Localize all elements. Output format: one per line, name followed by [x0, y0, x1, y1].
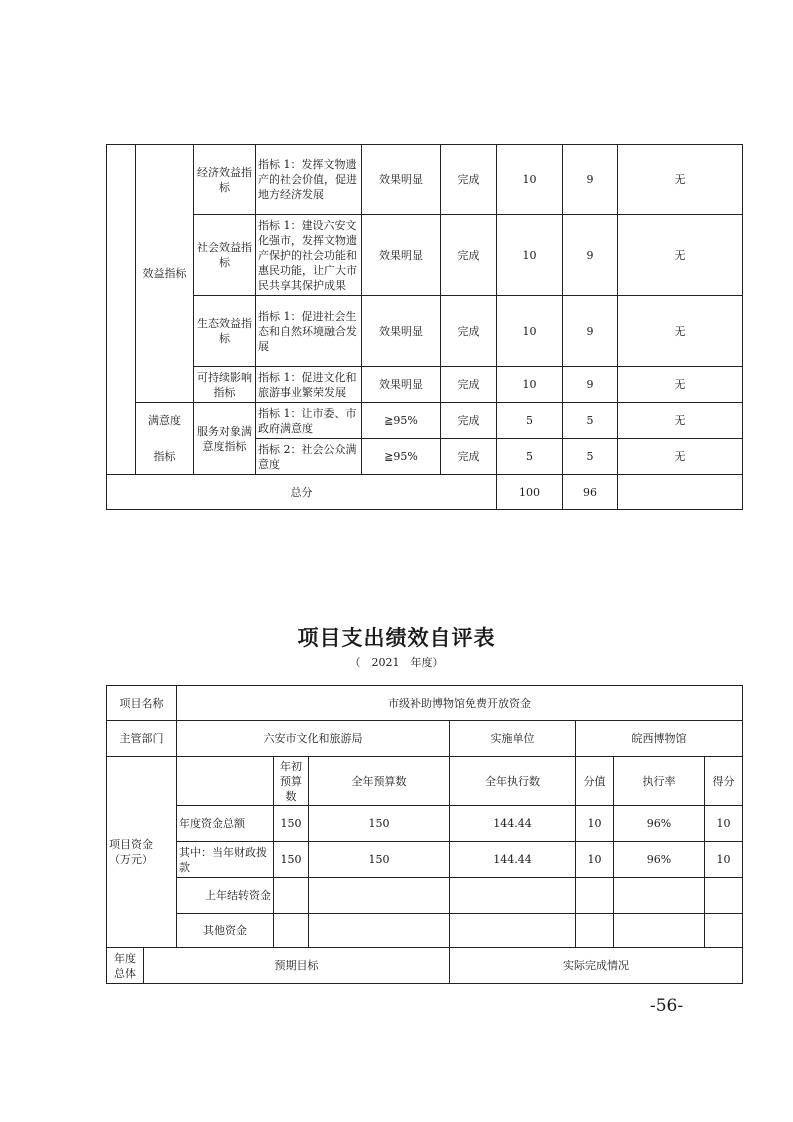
reason-cell: 无: [618, 403, 743, 439]
table-row: [107, 686, 743, 721]
actual-cell: 完成: [441, 215, 497, 296]
initial-cell: 150: [274, 806, 309, 842]
score-cell: 9: [563, 367, 618, 403]
project-name-value: 市级补助博物馆免费开放资金: [177, 686, 743, 721]
score-cell: 5: [563, 403, 618, 439]
actual-cell: 完成: [441, 296, 497, 367]
goal-expected: 预期目标: [144, 948, 450, 984]
target-cell: 效果明显: [362, 145, 441, 215]
table-row: [107, 757, 743, 806]
executed-cell: [450, 878, 576, 914]
score-cell: 10: [705, 842, 743, 878]
table-row: [107, 145, 743, 215]
total-weight: 100: [497, 475, 563, 510]
annual-cell: 150: [309, 806, 450, 842]
score-cell: 5: [563, 439, 618, 475]
initial-cell: 150: [274, 842, 309, 878]
fund-row-label: 上年结转资金: [177, 878, 274, 914]
unit-label: 实施单位: [450, 721, 576, 757]
fund-row-label: 其中：当年财政拨款: [177, 842, 274, 878]
fund-row-label: 其他资金: [177, 914, 274, 948]
header-weight: 分值: [576, 757, 614, 806]
subcategory-cell: 经济效益指标: [194, 145, 256, 215]
subcategory-cell: 社会效益指标: [194, 215, 256, 296]
reason-cell: 无: [618, 296, 743, 367]
weight-cell: 10: [497, 367, 563, 403]
annual-cell: [309, 914, 450, 948]
category-cell: 指标: [136, 439, 194, 475]
reason-cell: 无: [618, 215, 743, 296]
category-cell: 满意度: [136, 403, 194, 439]
header-score: 得分: [705, 757, 743, 806]
actual-cell: 完成: [441, 439, 497, 475]
header-initial-budget: 年初预算数: [274, 757, 309, 806]
score-cell: 9: [563, 215, 618, 296]
table-row: [107, 296, 743, 367]
target-cell: ≧95%: [362, 439, 441, 475]
table-row: [107, 403, 743, 439]
score-cell: [705, 914, 743, 948]
header-annual-budget: 全年预算数: [309, 757, 450, 806]
table-row: [107, 215, 743, 296]
category-cell: 效益指标: [136, 145, 194, 403]
blank-cell: [177, 757, 274, 806]
rate-cell: [614, 878, 705, 914]
weight-cell: 5: [497, 403, 563, 439]
table-row: [107, 721, 743, 757]
blank-cell: [107, 145, 136, 475]
funds-label: 项目资金（万元）: [107, 757, 177, 948]
reason-cell: 无: [618, 367, 743, 403]
score-cell: 9: [563, 296, 618, 367]
rate-cell: 96%: [614, 842, 705, 878]
year-subtitle: （ 2021 年度）: [349, 656, 444, 669]
actual-cell: 完成: [441, 145, 497, 215]
total-reason: [618, 475, 743, 510]
fund-row-label: 年度资金总额: [177, 806, 274, 842]
total-score: 96: [563, 475, 618, 510]
annual-cell: [309, 878, 450, 914]
indicator-cell: 指标 2：社会公众满意度: [256, 439, 362, 475]
table-row: [107, 475, 743, 510]
dept-label: 主管部门: [107, 721, 177, 757]
table-row: [107, 914, 743, 948]
project-name-label: 项目名称: [107, 686, 177, 721]
weight-cell: 10: [576, 806, 614, 842]
executed-cell: [450, 914, 576, 948]
total-label: 总分: [107, 475, 497, 510]
weight-cell: 10: [497, 296, 563, 367]
header-rate: 执行率: [614, 757, 705, 806]
table-row: [107, 806, 743, 842]
score-cell: [705, 878, 743, 914]
weight-cell: 10: [576, 842, 614, 878]
weight-cell: [576, 914, 614, 948]
reason-cell: 无: [618, 145, 743, 215]
score-cell: 9: [563, 145, 618, 215]
weight-cell: [576, 878, 614, 914]
score-cell: 10: [705, 806, 743, 842]
target-cell: 效果明显: [362, 296, 441, 367]
table-row: [107, 878, 743, 914]
rate-cell: [614, 914, 705, 948]
target-cell: 效果明显: [362, 367, 441, 403]
weight-cell: 10: [497, 215, 563, 296]
weight-cell: 10: [497, 145, 563, 215]
page-title: 项目支出绩效自评表: [297, 626, 496, 650]
annual-cell: 150: [309, 842, 450, 878]
dept-value: 六安市文化和旅游局: [177, 721, 450, 757]
performance-indicator-table: [106, 144, 743, 510]
header-executed: 全年执行数: [450, 757, 576, 806]
rate-cell: 96%: [614, 806, 705, 842]
indicator-cell: 指标 1：促进文化和旅游事业繁荣发展: [256, 367, 362, 403]
goal-actual: 实际完成情况: [450, 948, 743, 984]
table-row: [107, 367, 743, 403]
subcategory-cell: 可持续影响指标: [194, 367, 256, 403]
actual-cell: 完成: [441, 367, 497, 403]
executed-cell: 144.44: [450, 842, 576, 878]
initial-cell: [274, 878, 309, 914]
page-number: -56-: [650, 996, 684, 1016]
target-cell: ≧95%: [362, 403, 441, 439]
indicator-cell: 指标 1：让市委、市政府满意度: [256, 403, 362, 439]
actual-cell: 完成: [441, 403, 497, 439]
weight-cell: 5: [497, 439, 563, 475]
indicator-cell: 指标 1：发挥文物遗产的社会价值，促进地方经济发展: [256, 145, 362, 215]
reason-cell: 无: [618, 439, 743, 475]
subcategory-cell: 生态效益指标: [194, 296, 256, 367]
initial-cell: [274, 914, 309, 948]
self-evaluation-table: [106, 685, 743, 984]
unit-value: 皖西博物馆: [576, 721, 743, 757]
table-row: [107, 948, 743, 984]
table-row: [107, 842, 743, 878]
target-cell: 效果明显: [362, 215, 441, 296]
indicator-cell: 指标 1：建设六安文化强市，发挥文物遗产保护的社会功能和惠民功能，让广大市民共享其保护成果: [256, 215, 362, 296]
goal-label: 年度总体: [107, 948, 144, 984]
subcategory-cell: 服务对象满意度指标: [194, 403, 256, 475]
indicator-cell: 指标 1：促进社会生态和自然环境融合发展: [256, 296, 362, 367]
executed-cell: 144.44: [450, 806, 576, 842]
